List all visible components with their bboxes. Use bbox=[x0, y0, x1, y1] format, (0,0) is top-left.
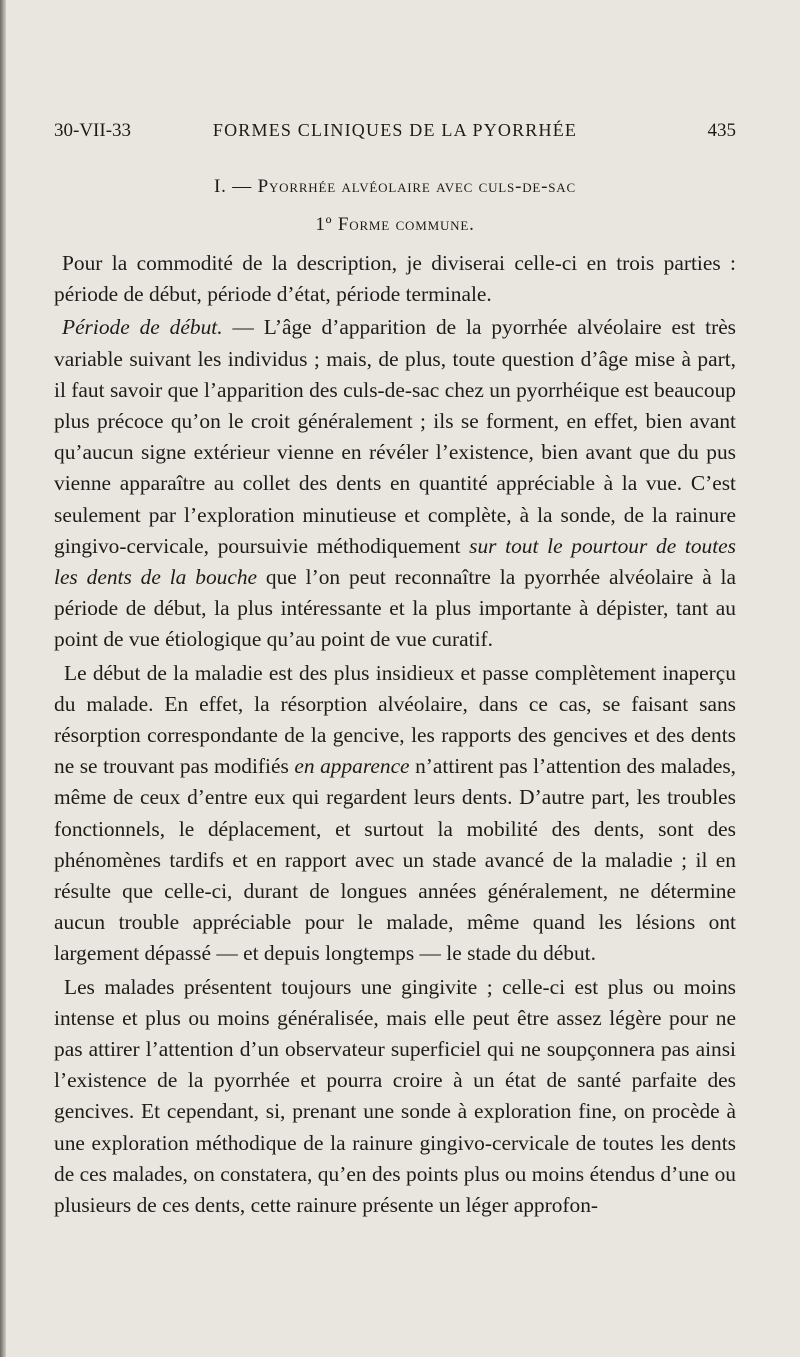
header-date: 30-VII-33 bbox=[54, 120, 132, 141]
paragraph-2 bbox=[54, 312, 736, 655]
page-number: 435 bbox=[707, 120, 736, 141]
paragraph-2-emphasis: sur tout le pourtour de toutes les dents de la bouche bbox=[54, 533, 736, 590]
paragraph-2-text-b: que l’on peut reconnaître la pyorrhée alvéolaire à la période de début, la plus intéressante et la plus importante à dépister, tant au point de vue étiologique qu’au point de vue curatif. bbox=[54, 565, 736, 652]
paragraph-1: Pour la commodité de la description, je diviserai celle-ci en trois parties : période de début, période d’état, période terminale. bbox=[54, 251, 736, 307]
section-title: I. — Pyorrhée alvéolaire avec culs-de-sac bbox=[214, 176, 576, 197]
page-binding-edge bbox=[0, 0, 6, 1357]
paragraph-4: Les malades présentent toujours une gingivite ; celle-ci est plus ou moins intense et plus ou moins généralisée, mais elle peut être assez légère pour ne pas attirer l’attention d’un observateur superficiel qui ne soupçonnera pas ainsi l’existence de la pyorrhée et pourra croire à un état de santé parfaite des gencives. Et cependant, si, prenant une sonde à exploration fine, on procède à une exploration méthodique de la rainure gingivo-cervicale de toutes les dents de ces malades, on constatera, qu’en des points plus ou moins étendus d’une ou plusieurs de ces dents, cette rainure présente un léger approfon- bbox=[54, 974, 736, 1218]
sub-title: 1º Forme commune. bbox=[315, 214, 475, 235]
paragraph-3 bbox=[54, 658, 736, 970]
paragraph-3-emphasis: en apparence bbox=[294, 754, 410, 779]
paragraph-2-text-a: — L’âge d’apparition de la pyorrhée alvéolaire est très variable suivant les individus ; mais, de plus, toute question d’âge mise à part, il faut savoir que l’apparition des culs-de-sac chez un pyorrhéique est beaucoup plus précoce qu’on le croit généralement ; ils se forment, en effet, bien avant qu’aucun signe extérieur vienne en révéler l’existence, bien avant que du pus vienne apparaître au collet des dents en quantité appréciable à la vue. C’est seulement par l’exploration minutieuse et complète, à la sonde, de la rainure gingivo-cervicale, poursuivie méthodiquement bbox=[54, 315, 737, 558]
paragraph-3-text-b: n’attirent pas l’attention des malades, même de ceux d’entre eux qui regardent leurs dents. D’autre part, les troubles fonctionnels, le déplacement, et surtout la mobilité des dents, sont des phénomènes tardifs et en rapport avec un stade avancé de la maladie ; il en résulte que celle-ci, durant de longues années généralement, ne détermine aucun trouble appréciable pour le malade, même quand les lésions ont largement dépassé — et depuis longtemps — le stade du début. bbox=[54, 754, 737, 966]
running-head bbox=[54, 120, 736, 142]
paragraph-2-lead: Période de début. bbox=[62, 315, 223, 340]
header-title: FORMES CLINIQUES DE LA PYORRHÉE bbox=[212, 120, 578, 140]
book-page bbox=[54, 120, 736, 1221]
paragraph-3-text-a: Le début de la maladie est des plus insidieux et passe complètement inaperçu du malade. En effet, la résorption alvéolaire, dans ce cas, se faisant sans résorption correspondante de la gencive, les rapports des gencives et des dents ne se trouvant pas modifiés bbox=[54, 660, 736, 779]
